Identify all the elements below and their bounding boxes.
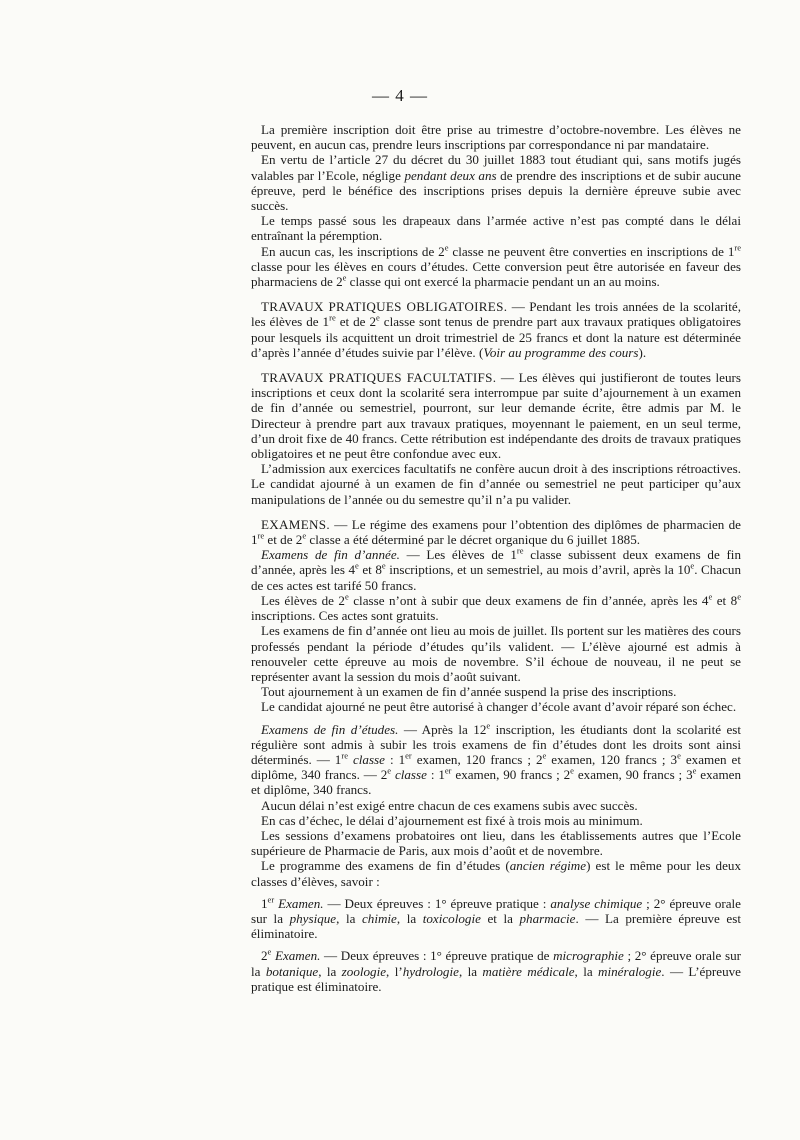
- paragraph-text: de prendre des inscriptions et de subir aucune épreuve, perd le bénéfice des inscriptions prises depuis la dernière épreuve subie avec succès.: [251, 167, 741, 214]
- paragraph-text: — Deux épreuves : 1° épreuve pratique :: [323, 895, 551, 911]
- paragraph-text: classe n’ont à subir que deux examens de fin d’année, après les 4: [348, 592, 709, 608]
- superscript-text: e: [708, 591, 713, 602]
- paragraph-text: . — La première épreuve est éliminatoire.: [251, 910, 741, 942]
- superscript-text: e: [677, 750, 681, 761]
- section-heading: EXAMENS.: [261, 516, 330, 532]
- paragraph-text: minéralogie: [598, 963, 662, 979]
- superscript-text: re: [257, 530, 265, 541]
- paragraph-text: classe: [394, 767, 427, 783]
- superscript-text: e: [355, 561, 359, 572]
- paragraph-text: chimie: [361, 910, 397, 926]
- paragraph-text: ; 2° épreuve orale sur la: [251, 895, 741, 926]
- superscript-text: er: [444, 765, 452, 776]
- superscript-text: e: [302, 530, 307, 541]
- paragraph-text: botanique: [265, 963, 319, 979]
- superscript-text: re: [516, 545, 524, 556]
- paragraph-text: et 8: [358, 562, 382, 578]
- paragraph-text: , la: [318, 963, 342, 979]
- paragraph-text: analyse chimique: [550, 895, 643, 911]
- paragraph-text: inscriptions. Ces actes sont gratuits.: [251, 608, 439, 624]
- paragraph-p7: [251, 461, 741, 507]
- paragraph-text: Examens de fin d’année.: [261, 547, 400, 563]
- paragraph-text: toxicologie: [422, 910, 481, 926]
- superscript-text: e: [376, 313, 380, 324]
- section-heading: TRAVAUX PRATIQUES FACULTATIFS.: [261, 370, 497, 386]
- paragraph-text: — Le régime des examens pour l’obtention des diplômes de pharmacien de 1: [251, 516, 741, 548]
- paragraph-text: : 1: [426, 767, 445, 783]
- paragraph-text: Le temps passé sous les drapeaux dans l’armée active n’est pas compté dans le délai entraînant la péremption.: [251, 213, 741, 244]
- paragraph-text: ) est le même pour les deux classes d’élèves, savoir :: [251, 858, 741, 889]
- paragraph-text: classe sont tenus de prendre part aux travaux pratiques obligatoires pour lesquels ils acquittent un droit trimestriel de 25 francs et dont la nature est déterminée d’après l’année d’études suivie par l’élève. (: [251, 314, 741, 360]
- paragraph-p4: [251, 244, 741, 290]
- paragraph-text: pendant deux ans: [404, 167, 497, 183]
- paragraph-text: physique: [289, 910, 337, 926]
- paragraph-text: Tout ajournement à un examen de fin d’année suspend la prise des inscriptions.: [261, 684, 677, 700]
- paragraph-text: matière médicale: [482, 963, 575, 979]
- paragraph-p14: [251, 722, 741, 798]
- paragraph-text: examen, 120 francs ; 2: [411, 751, 543, 767]
- section-heading: TRAVAUX PRATIQUES OBLIGATOIRES.: [261, 299, 508, 315]
- superscript-text: e: [267, 947, 272, 957]
- paragraph-text: 1: [261, 895, 268, 911]
- page-number: — 4 —: [372, 86, 428, 105]
- paragraph-text: En vertu de l’article 27 du décret du 30 juillet 1883 tout étudiant qui, sans motifs jugés valables par l’Ecole, néglige: [251, 152, 741, 183]
- paragraph-text: classe a été déterminé par le décret organique du 6 juillet 1885.: [306, 532, 641, 548]
- paragraph-text: classe: [352, 751, 385, 767]
- paragraph-text: , la: [336, 910, 362, 926]
- paragraph-text: Le candidat ajourné ne peut être autorisé à changer d’école avant d’avoir réparé son échec.: [261, 699, 737, 715]
- paragraph-text: Examens de fin d’études.: [261, 721, 399, 737]
- document-body: [251, 122, 741, 994]
- paragraph-p9: [251, 547, 741, 593]
- paragraph-p11: [251, 623, 741, 684]
- paragraph-text: , la: [574, 963, 599, 979]
- paragraph-text: — Les élèves de 1: [399, 547, 517, 563]
- superscript-text: re: [341, 750, 348, 761]
- paragraph-p20: [251, 948, 741, 994]
- paragraph-text: : 1: [384, 751, 406, 767]
- superscript-text: e: [381, 561, 386, 572]
- paragraph-p10: [251, 593, 741, 623]
- paragraph-text: La première inscription doit être prise au trimestre d’octobre-novembre. Les élèves ne peuvent, en aucun cas, prendre leurs inscriptions par correspondance ni par mandataire.: [251, 122, 741, 153]
- paragraph-text: ; 2° épreuve orale sur la: [251, 948, 741, 979]
- paragraph-text: . Chacun de ces actes est tarifé 50 francs.: [251, 562, 742, 593]
- superscript-text: e: [692, 765, 697, 776]
- paragraph-text: ancien régime: [509, 858, 587, 874]
- paragraph-p19: [251, 896, 741, 942]
- paragraph-p3: [251, 213, 741, 243]
- paragraph-text: et de 2: [264, 532, 303, 548]
- paragraph-p1: [251, 122, 741, 152]
- paragraph-p13: [251, 699, 741, 714]
- paragraph-text: , l’: [386, 963, 403, 979]
- superscript-text: e: [444, 242, 449, 253]
- superscript-text: e: [570, 765, 574, 776]
- paragraph-text: classe subissent deux examens de fin d’année, après les 4: [251, 547, 741, 578]
- paragraph-text: Examen.: [274, 948, 321, 964]
- paragraph-text: L’admission aux exercices facultatifs ne confère aucun droit à des inscriptions rétroactives. Le candidat ajourné à un examen de fin d’année ou semestriel ne peut participer qu’aux manipulations de l’année ou du semestre qu’il n’a pu valider.: [251, 461, 741, 507]
- paragraph-text: , la: [458, 963, 483, 979]
- paragraph-text: classe pour les élèves en cours d’études. Cette conversion peut être autorisée en faveur des pharmaciens de 2: [251, 258, 741, 290]
- superscript-text: re: [329, 313, 336, 324]
- paragraph-text: examen, 90 francs ; 2: [451, 767, 571, 783]
- superscript-text: e: [690, 561, 695, 572]
- paragraph-text: Le programme des examens de fin d’études (: [261, 858, 510, 874]
- paragraph-p8: [251, 517, 741, 547]
- superscript-text: re: [734, 242, 742, 253]
- paragraph-p6: [251, 370, 741, 461]
- paragraph-text: — Deux épreuves : 1° épreuve pratique de: [320, 948, 554, 964]
- superscript-text: e: [387, 765, 392, 776]
- paragraph-p15: [251, 798, 741, 813]
- paragraph-text: inscriptions, et un semestriel, au mois d’avril, après la 10: [385, 562, 691, 578]
- paragraph-text: et 8: [712, 592, 738, 608]
- paragraph-text: micrographie: [553, 948, 624, 964]
- paragraph-p2: [251, 152, 741, 213]
- paragraph-text: Les élèves de 2: [261, 592, 345, 608]
- paragraph-text: zoologie: [341, 963, 387, 979]
- paragraph-text: — Les élèves qui justifieront de toutes leurs inscriptions et ceux dont la scolarité sera interrompue par suite d’ajournement à un examen de fin d’année ou semestriel, pourront, sur leur demande écrite, être admis par M. le Directeur à prendre part aux travaux pratiques, moyennant le paiement, en un seul terme, d’un droit fixe de 40 francs. Cette rétribution est indépendante des droits de travaux pratiques obligatoires et ne peut être confondue avec eux.: [251, 370, 742, 462]
- paragraph-text: Aucun délai n’est exigé entre chacun de ces examens subis avec succès.: [261, 797, 638, 813]
- paragraph-text: En aucun cas, les inscriptions de 2: [261, 243, 445, 259]
- paragraph-text: Examen.: [278, 895, 324, 911]
- paragraph-text: . — L’épreuve pratique est éliminatoire.: [251, 963, 741, 994]
- paragraph-p18: [251, 858, 741, 888]
- paragraph-text: Les sessions d’examens probatoires ont lieu, dans les établissements autres que l’Ecole supérieure de Pharmacie de Paris, aux mois d’août et de novembre.: [251, 827, 741, 859]
- superscript-text: e: [342, 272, 347, 283]
- superscript-text: e: [344, 591, 349, 602]
- paragraph-text: Voir au programme des cours: [483, 344, 639, 360]
- paragraph-p16: [251, 813, 741, 828]
- paragraph-text: pharmacie: [519, 910, 576, 926]
- paragraph-p12: [251, 684, 741, 699]
- paragraph-text: inscription, les étudiants dont la scolarité est régulière sont admis à subir les trois examens de fin d’études dont les droits sont ainsi déterminés. — 1: [251, 721, 742, 767]
- paragraph-text: , la: [396, 910, 423, 926]
- superscript-text: e: [542, 750, 547, 761]
- paragraph-text: En cas d’échec, le délai d’ajournement est fixé à trois mois au minimum.: [261, 812, 643, 828]
- paragraph-text: examen, 90 francs ; 3: [573, 767, 693, 783]
- paragraph-text: et la: [480, 910, 520, 926]
- paragraph-text: 2: [261, 948, 268, 964]
- paragraph-p17: [251, 828, 741, 858]
- paragraph-text: hydrologie: [402, 963, 459, 979]
- superscript-text: e: [737, 591, 741, 602]
- paragraph-text: examen et diplôme, 340 francs.: [251, 767, 742, 798]
- paragraph-text: classe qui ont exercé la pharmacie pendant un an au moins.: [346, 274, 660, 290]
- paragraph-text: Les examens de fin d’année ont lieu au mois de juillet. Ils portent sur les matières des cours professés pendant la période d’études qu’ils valident. — L’élève ajourné est admis à renouveler cette épreuve au mois de novembre. S’il échoue de nouveau, il ne peut se représenter avant la session du mois d’août suivant.: [251, 623, 741, 684]
- paragraph-text: — Après la 12: [398, 721, 487, 737]
- superscript-text: e: [486, 720, 491, 731]
- paragraph-text: — Pendant les trois années de la scolarité, les élèves de 1: [251, 299, 741, 330]
- paragraph-text: classe ne peuvent être converties en inscriptions de 1: [448, 243, 735, 259]
- paragraph-text: et de 2: [335, 314, 377, 330]
- paragraph-text: examen et diplôme, 340 francs. — 2: [251, 751, 741, 783]
- paragraph-text: examen, 120 francs ; 3: [546, 751, 678, 767]
- paragraph-text: ).: [638, 344, 647, 360]
- superscript-text: er: [405, 750, 412, 761]
- superscript-text: er: [267, 894, 275, 905]
- paragraph-p5: [251, 299, 741, 360]
